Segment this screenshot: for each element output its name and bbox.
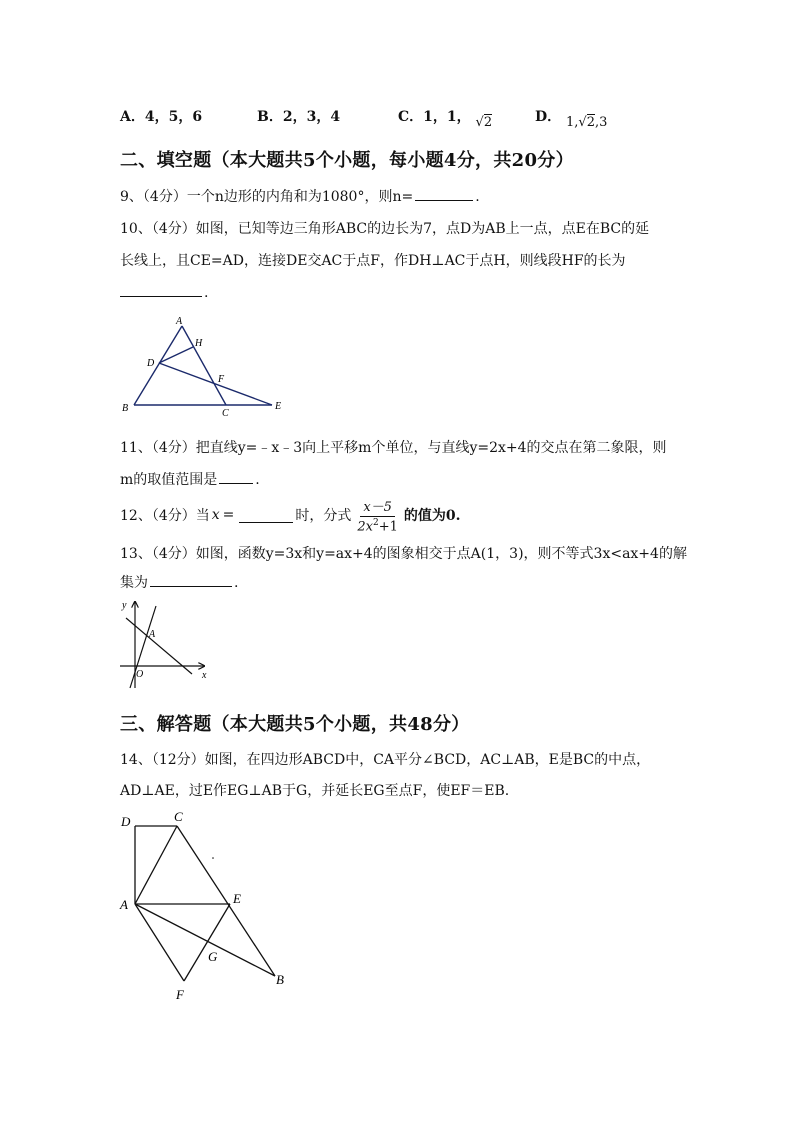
segment-af (135, 904, 184, 981)
question-11-text: m的取值范围是 (120, 472, 218, 488)
segment-ef (184, 904, 230, 981)
stray-dot (212, 857, 214, 859)
label-a: A (120, 897, 128, 912)
fraction-numerator: x－5 (360, 496, 395, 517)
quadrilateral-figure-q14 (112, 806, 302, 1006)
question-11-end: . (255, 472, 260, 488)
segment-ab (134, 326, 182, 405)
question-12-prefix: 12、（4分）当 (120, 508, 210, 525)
question-10-end: . (204, 285, 209, 301)
question-11-line-1: 11、（4分）把直线y=﹣x﹣3向上平移m个单位，与直线y=2x+4的交点在第二象限，则 (120, 440, 667, 456)
fraction-denominator (354, 517, 401, 534)
segment-ac (135, 826, 177, 904)
coordinate-graph-q13 (116, 596, 216, 692)
label-c: C (174, 809, 183, 824)
label-b: B (122, 403, 129, 414)
option-b-letter: B． (257, 109, 283, 125)
question-14-line-1: 14、（12分）如图，在四边形ABCD中，CA平分∠BCD，AC⊥AB，E是BC的中点， (120, 752, 651, 768)
question-11-line-2 (120, 469, 260, 489)
option-b (257, 106, 340, 126)
question-13-text: 集为 (120, 575, 148, 591)
label-e: E (275, 401, 282, 412)
answer-blank[interactable] (239, 508, 293, 523)
option-a (120, 106, 202, 126)
option-c-value: 1，1， (423, 109, 471, 125)
question-13-line-2 (120, 572, 238, 592)
section-title-fill-in: 二、填空题（本大题共5个小题，每小题4分，共20分） (120, 150, 574, 171)
label-d: D (121, 814, 131, 829)
label-h: H (195, 338, 203, 349)
fraction (354, 496, 401, 534)
question-12 (120, 496, 461, 534)
option-c (398, 106, 493, 130)
den-exponent: 2 (372, 518, 379, 528)
option-d-letter: D． (535, 109, 562, 125)
axis-label-y: y (122, 600, 127, 611)
question-12-suffix: 的值为0. (403, 508, 461, 525)
den-constant: +1 (378, 519, 398, 535)
question-9 (120, 186, 480, 206)
question-9-end: . (475, 189, 480, 205)
axis-label-x: x (202, 670, 207, 681)
label-e: E (233, 891, 241, 906)
label-a: A (176, 316, 183, 327)
answer-blank[interactable] (415, 186, 473, 201)
answer-blank[interactable] (120, 282, 202, 297)
label-a: A (149, 629, 156, 640)
question-9-text: 9、（4分）一个n边形的内角和为1080°，则n= (120, 189, 414, 205)
option-a-letter: A． (120, 109, 145, 125)
option-c-letter: C． (398, 109, 424, 125)
den-term: 2x (357, 519, 373, 535)
question-13-line-1: 13、（4分）如图，函数y=3x和y=ax+4的图象相交于点A(1，3)，则不等式3x<ax+4的解 (120, 546, 687, 562)
label-g: G (208, 949, 218, 964)
question-10-line-1: 10、（4分）如图，已知等边三角形ABC的边长为7，点D为AB上一点，点E在BC的延 (120, 221, 650, 237)
label-origin: O (136, 669, 144, 680)
variable-x: x (211, 507, 220, 524)
segment-ac (182, 326, 226, 405)
option-b-value: 2，3，4 (282, 109, 341, 125)
question-14-line-2: AD⊥AE，过E作EG⊥AB于G，并延长EG至点F，使EF＝EB. (120, 783, 510, 799)
segment-cb (177, 826, 275, 976)
sqrt-radicand: 2 (483, 115, 493, 130)
segment-de (159, 363, 272, 405)
sqrt-expression: √2 (475, 115, 493, 130)
label-f: F (218, 374, 225, 385)
answer-blank[interactable] (150, 572, 232, 587)
option-d (535, 106, 608, 130)
section-title-solve: 三、解答题（本大题共5个小题，共48分） (120, 714, 470, 735)
option-d-expression: 1,√2,3 (566, 115, 608, 130)
equals-sign: = (222, 507, 235, 524)
label-d: D (147, 358, 155, 369)
question-10-answer (120, 282, 208, 301)
option-a-value: 4，5，6 (144, 109, 203, 125)
question-13-end: . (234, 575, 239, 591)
option-d-value: 1, (566, 115, 579, 130)
label-c: C (222, 408, 229, 419)
question-12-mid: 时，分式 (295, 508, 352, 525)
sqrt-radicand: 2 (586, 115, 595, 130)
answer-blank[interactable] (219, 469, 253, 484)
question-10-line-2: 长线上，且CE=AD，连接DE交AC于点F，作DH⊥AC于点H，则线段HF的长为 (120, 253, 626, 269)
segment-ab (135, 904, 275, 976)
option-d-tail: ,3 (595, 115, 608, 130)
label-b: B (276, 972, 284, 987)
triangle-figure-q10 (110, 312, 300, 420)
label-f: F (176, 987, 184, 1002)
